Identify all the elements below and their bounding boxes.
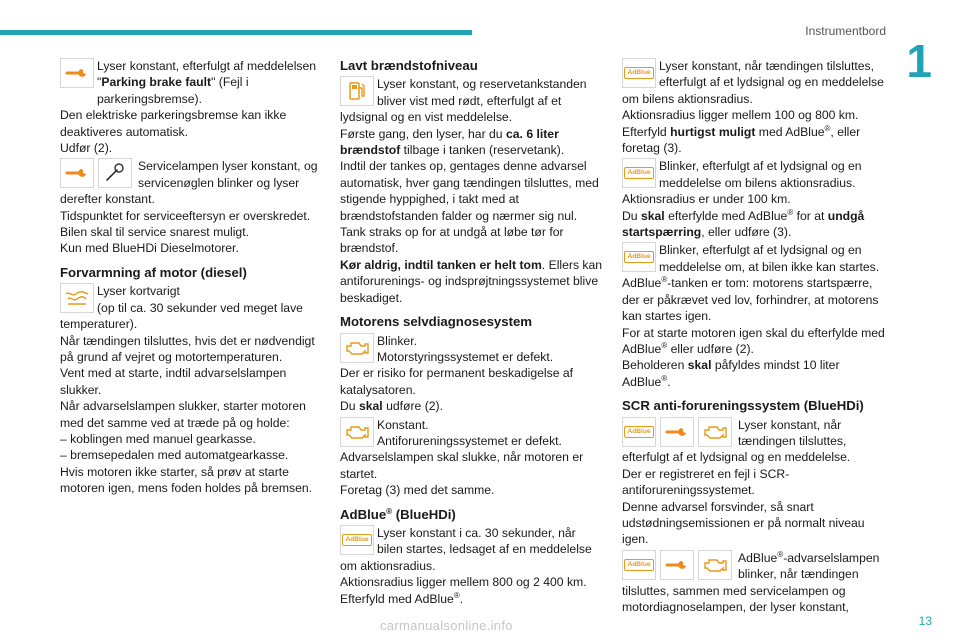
warning-block xyxy=(340,525,604,558)
glow-plug-icon xyxy=(60,283,94,313)
paragraph: om aktionsradius. xyxy=(340,558,436,573)
paragraph: Efterfyld hurtigst muligt med AdBlue®, eller foretag (3). xyxy=(622,123,861,156)
warning-text: Lyser konstant, når tændingen tilsluttes, xyxy=(738,417,847,448)
page-number: 13 xyxy=(918,614,932,628)
paragraph: Du skal efterfylde med AdBlue® for at undgå startspærring, eller udføre (3). xyxy=(622,207,865,240)
paragraph: AdBlue®-tanken er tom: motorens startspærre, der er påkrævet ved lov, forhindrer, at motorens kan startes igen. xyxy=(622,275,879,324)
paragraph: Aktionsradius ligger mellem 100 og 800 km. xyxy=(622,108,859,123)
warning-block xyxy=(340,76,604,109)
adblue-icon: AdBlue xyxy=(622,58,656,88)
warning-block xyxy=(622,242,888,275)
paragraph: AdBlue® eller udføre (2). xyxy=(622,340,754,356)
wrench-icon xyxy=(660,550,694,580)
paragraph: Foretag (3) med det samme. xyxy=(340,483,495,498)
warning-block xyxy=(622,158,888,191)
paragraph: om bilens aktionsradius. xyxy=(622,91,753,106)
heading-preheating: Forvarmning af motor (diesel) xyxy=(60,264,247,280)
warning-block xyxy=(622,58,888,91)
fuel-pump-icon xyxy=(340,76,374,106)
warning-text: AdBlue®-advarselslampen blinker, når tændingen xyxy=(738,549,880,582)
warning-text: Lyser kortvarigt (op til ca. 30 sekunder ved meget lave xyxy=(97,284,303,315)
warning-block xyxy=(60,283,318,316)
warning-text: Lyser konstant, efterfulgt af meddelelsen "Parking brake fault" (Fejl i parkeringsbremse). xyxy=(97,59,317,106)
paragraph: Hvis motoren ikke starter, så prøv at starte motoren igen, mens foden holdes på bremsen. xyxy=(60,464,313,496)
column-right xyxy=(622,56,888,615)
header-accent-bar xyxy=(0,30,472,35)
warning-block xyxy=(60,158,318,191)
warning-block xyxy=(340,417,604,450)
adblue-icon: AdBlue xyxy=(340,525,374,555)
column-left xyxy=(60,56,318,497)
list-item: – bremsepedalen med automatgearkasse. xyxy=(60,448,289,463)
paragraph: Advarselslampen skal slukke, når motoren er startet. xyxy=(340,450,584,481)
paragraph: Kun med BlueHDi Dieselmotorer. xyxy=(60,241,239,256)
paragraph: Vent med at starte, indtil advarselslampen slukker. xyxy=(60,366,287,397)
paragraph: Den elektriske parkeringsbremse kan ikke deaktiveres automatisk. xyxy=(60,108,287,139)
warning-text: Lyser konstant, og reservetankstanden bliver vist med rødt, efterfulgt af et xyxy=(377,77,587,108)
warning-text: Blinker. Motorstyringssystemet er defekt. xyxy=(377,333,554,364)
paragraph: Der er registreret en fejl i SCR-antiforureningssystemet. xyxy=(622,466,790,498)
paragraph: For at starte motoren igen skal du efterfylde med xyxy=(622,325,885,340)
paragraph: tilsluttes, sammen med servicelampen og motordiagnoselampen, der lyser konstant, xyxy=(622,583,849,614)
paragraph: Der er risiko for permanent beskadigelse af katalysatoren. xyxy=(340,366,574,397)
paragraph: Beholderen skal påfyldes mindst 10 liter xyxy=(622,358,840,373)
warning-text: Blinker, efterfulgt af et lydsignal og en meddelelse om, at bilen ikke kan startes. xyxy=(659,243,880,274)
paragraph: Du skal udføre (2). xyxy=(340,399,443,414)
paragraph: Tank straks op for at undgå at løbe tør for brændstof. xyxy=(340,225,564,256)
paragraph: Når advarselslampen slukker, starter motoren med det samme ved at træde på og holde: xyxy=(60,399,306,430)
warning-block xyxy=(622,550,888,583)
engine-icon xyxy=(340,417,374,447)
paragraph: Tidspunktet for serviceeftersyn er overskredet. xyxy=(60,208,311,223)
section-title: Instrumentbord xyxy=(805,24,886,38)
paragraph: Når tændingen tilsluttes, hvis det er nødvendigt på grund af vejret og motortemperaturen. xyxy=(60,333,315,364)
warning-block xyxy=(60,58,318,107)
adblue-icon: AdBlue xyxy=(622,242,656,272)
adblue-icon: AdBlue xyxy=(622,158,656,188)
list-item: – koblingen med manuel gearkasse. xyxy=(60,431,256,446)
heading-adblue: AdBlue® (BlueHDi) xyxy=(340,506,456,522)
warning-block xyxy=(622,417,888,450)
watermark: carmanualsonline.info xyxy=(380,618,513,633)
chapter-number: 1 xyxy=(906,35,932,87)
wrench-icon xyxy=(60,158,94,188)
engine-icon xyxy=(698,417,732,447)
column-middle xyxy=(340,56,604,607)
paragraph: Efterfyld med AdBlue®. xyxy=(340,590,464,606)
paragraph: temperaturer). xyxy=(60,317,138,332)
warning-text: Lyser konstant, når tændingen tilsluttes, efterfulgt af et lydsignal og en meddelelse xyxy=(659,59,884,90)
warning-text: Konstant. Antiforureningssystemet er defekt. xyxy=(377,417,562,448)
warning-text: Servicelampen lyser konstant, og servicenøglen blinker og lyser xyxy=(138,159,318,190)
engine-icon xyxy=(698,550,732,580)
adblue-icon: AdBlue xyxy=(622,417,656,447)
paragraph: Denne advarsel forsvinder, så snart udstødningsemissionen er på normalt niveau igen. xyxy=(622,499,865,547)
wrench-icon xyxy=(60,58,94,88)
heading-scr: SCR anti-forureningssystem (BlueHDi) xyxy=(622,398,864,414)
paragraph: Kør aldrig, indtil tanken er helt tom. Ellers kan antiforurenings- og indsprøjtningssystemet blive beskadiget. xyxy=(340,257,603,305)
heading-self-diagnosis: Motorens selvdiagnosesystem xyxy=(340,314,533,330)
warning-text: Blinker, efterfulgt af et lydsignal og en meddelelse om bilens aktionsradius. xyxy=(659,159,862,190)
paragraph: Udfør (2). xyxy=(60,141,113,156)
paragraph: Bilen skal til service snarest muligt. xyxy=(60,225,249,240)
engine-icon xyxy=(340,333,374,363)
paragraph: lydsignal og en vist meddelelse. xyxy=(340,110,513,125)
warning-block xyxy=(340,333,604,366)
paragraph: Første gang, den lyser, har du ca. 6 liter brændstof tilbage i tanken (reservetank). xyxy=(340,126,565,158)
paragraph: Aktionsradius ligger mellem 800 og 2 400 km. xyxy=(340,575,587,590)
heading-low-fuel: Lavt brændstofniveau xyxy=(340,58,478,73)
paragraph: derefter konstant. xyxy=(60,192,155,207)
adblue-icon: AdBlue xyxy=(622,550,656,580)
paragraph: Aktionsradius er under 100 km. xyxy=(622,192,791,207)
wrench-icon xyxy=(660,417,694,447)
warning-text: Lyser konstant i ca. 30 sekunder, når bilen startes, ledsaget af en meddelelse xyxy=(377,525,592,557)
paragraph: efterfulgt af et lydsignal og en meddelelse. xyxy=(622,450,851,465)
service-key-icon xyxy=(98,158,132,188)
paragraph: AdBlue®. xyxy=(622,373,671,389)
paragraph: Indtil der tankes op, gentages denne advarsel automatisk, hver gang tændingen tilsluttes, med stigende hyppighed, i takt med at brændstofstanden falder og nærmer sig nul. xyxy=(340,159,599,223)
